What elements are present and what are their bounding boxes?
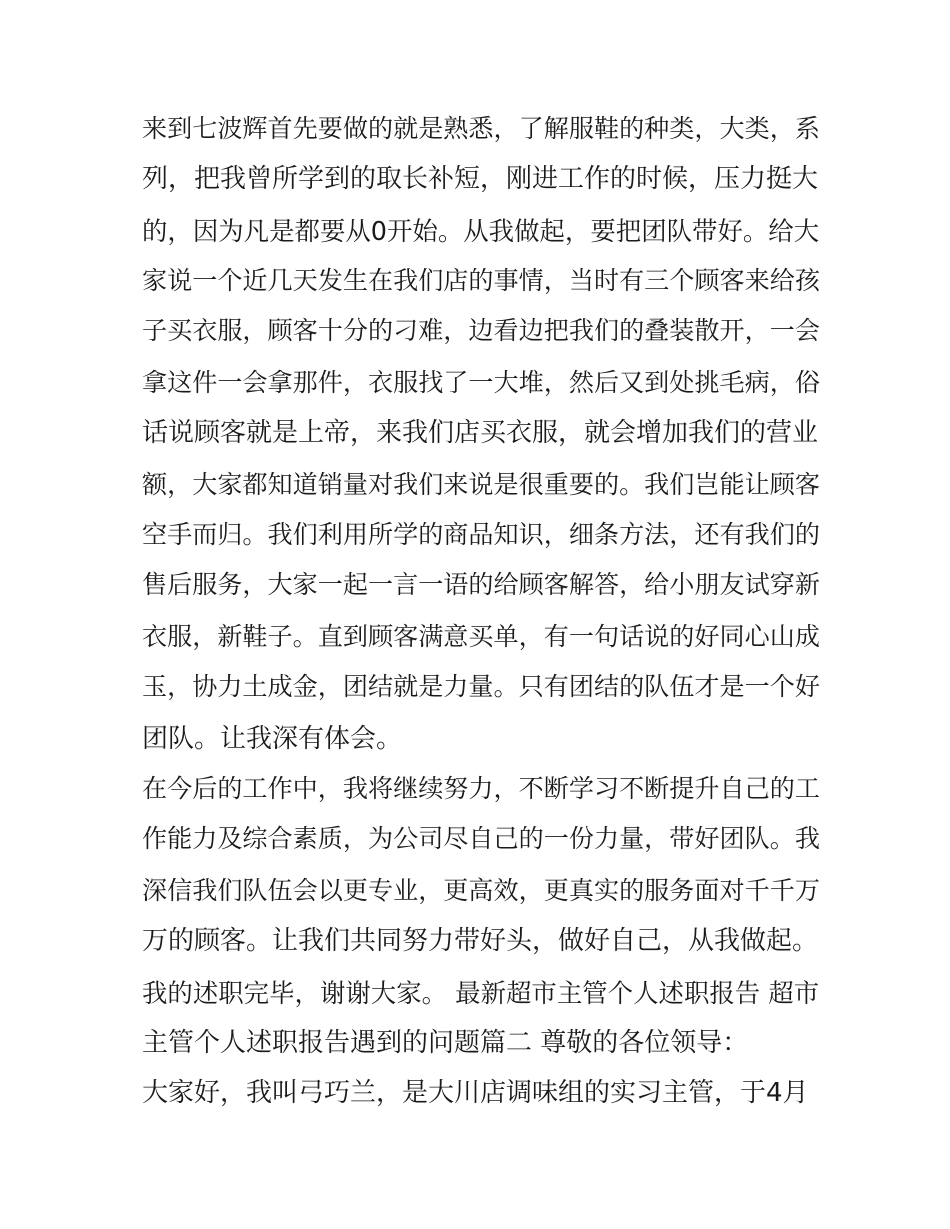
text-line: 大家好，我叫弓巧兰，是大川店调味组的实习主管，于4月 <box>142 1078 809 1108</box>
text-line: 列，把我曾所学到的取长补短，刚进工作的时候，压力挺大 <box>142 164 819 194</box>
text-line: 子买衣服，顾客十分的刁难，边看边把我们的叠装散开，一会 <box>142 316 820 345</box>
text-line: 拿这件一会拿那件，衣服找了一大堆，然后又到处挑毛病，俗 <box>142 368 820 397</box>
text-line: 的，因为凡是都要从0开始。从我做起，要把团队带好。给大 <box>142 216 820 246</box>
text-line: 我的述职完毕，谢谢大家。 最新超市主管个人述职报告 超市 <box>142 978 820 1008</box>
text-line: 作能力及综合素质，为公司尽自己的一份力量，带好团队。我 <box>142 824 820 853</box>
text-line: 来到七波辉首先要做的就是熟悉，了解服鞋的种类，大类，系 <box>142 114 820 143</box>
text-line: 售后服务，大家一起一言一语的给顾客解答，给小朋友试穿新 <box>142 570 820 599</box>
text-line: 在今后的工作中，我将继续努力，不断学习不断提升自己的工 <box>142 774 820 803</box>
text-line: 空手而归。我们利用所学的商品知识，细条方法，还有我们的 <box>142 520 820 549</box>
text-line: 家说一个近几天发生在我们店的事情，当时有三个顾客来给孩 <box>142 266 820 295</box>
text-line: 团队。让我深有体会。 <box>142 724 403 754</box>
text-line: 话说顾客就是上帝，来我们店买衣服，就会增加我们的营业 <box>142 418 819 448</box>
text-line: 主管个人述职报告遇到的问题篇二 尊敬的各位领导： <box>142 1028 749 1058</box>
text-line: 万的顾客。让我们共同努力带好头，做好自己，从我做起。 <box>142 926 819 956</box>
text-line: 额，大家都知道销量对我们来说是很重要的。我们岂能让顾客 <box>142 470 820 499</box>
text-line: 衣服，新鞋子。直到顾客满意买单，有一句话说的好同心山成 <box>142 622 820 651</box>
text-line: 深信我们队伍会以更专业，更高效，更真实的服务面对千千万 <box>142 876 820 905</box>
text-line: 玉，协力土成金，团结就是力量。只有团结的队伍才是一个好 <box>142 672 820 701</box>
